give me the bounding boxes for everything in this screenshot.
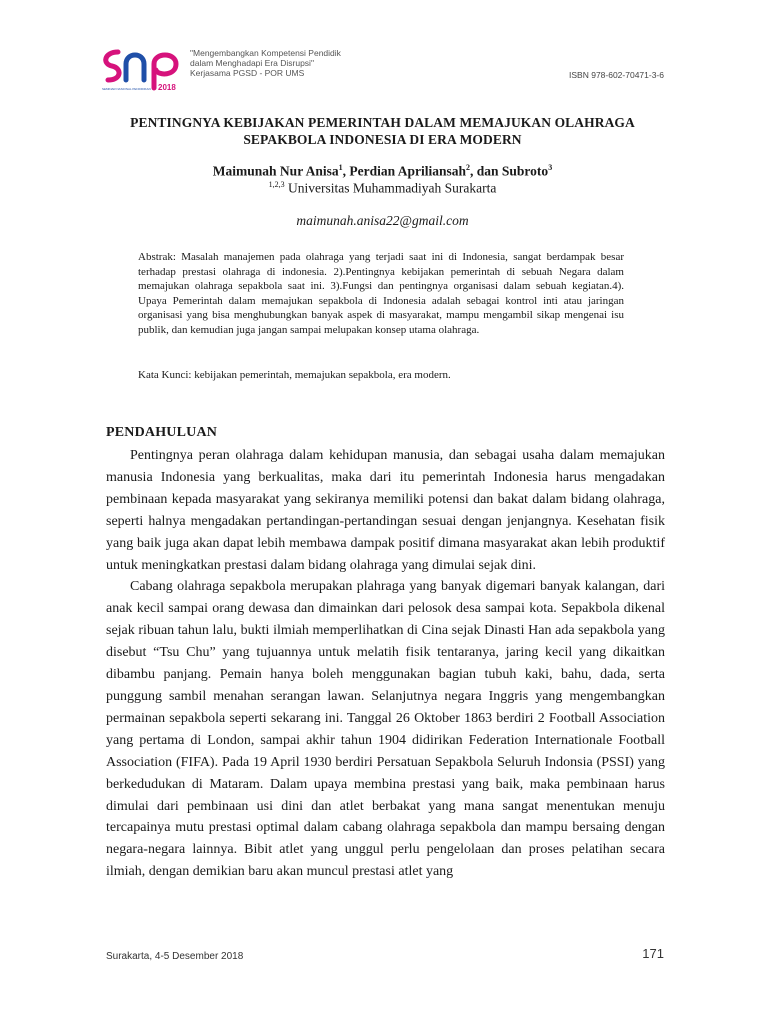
footer-location-date: Surakarta, 4-5 Desember 2018	[106, 951, 244, 962]
title-line: SEPAKBOLA INDONESIA DI ERA MODERN	[243, 132, 522, 147]
affiliation-sup: 1,2,3	[268, 180, 285, 189]
author-sup: 1	[338, 163, 343, 172]
author-sup: 2	[466, 163, 470, 172]
author-separator: ,	[342, 163, 350, 179]
affiliation-name: Universitas Muhammadiyah Surakarta	[284, 180, 497, 196]
introduction-body	[106, 445, 665, 883]
tagline-line: Kerjasama PGSD - POR UMS	[190, 68, 305, 78]
affiliation	[100, 180, 665, 197]
title-line: PENTINGNYA KEBIJAKAN PEMERINTAH DALAM MEMAJUKAN OLAHRAGA	[130, 115, 635, 130]
tagline-line: dalam Menghadapi Era Disrupsi"	[190, 58, 314, 68]
author-name: Maimunah Nur Anisa	[212, 163, 339, 179]
isbn: ISBN 978-602-70471-3-6	[569, 70, 664, 80]
page-number: 171	[642, 946, 664, 961]
author-sup: 3	[548, 163, 553, 172]
author-name: Perdian Apriliansah	[349, 163, 466, 179]
tagline-line: "Mengembangkan Kompetensi Pendidik	[190, 48, 341, 58]
author-name: Subroto	[501, 163, 549, 179]
section-heading: PENDAHULUAN	[106, 425, 218, 440]
abstract: Abstrak: Masalah manajemen pada olahraga yang terjadi saat ini di Indonesia, sangat berdampak besar terhadap prestasi olahraga di indonesia. 2).Pentingnya kebijakan pemerintah di sebuah Negara dalam memajukan olahraga sepakbola saat ini. 3).Fungsi dan pentingnya organisasi dalam sebuah kegiatan.4). Upaya Pemerintah dalam memajukan sepakbola di Indonesia adalah sebagai kontrol inti atau jaringan organisasi yang bisa menghubungkan banyak aspek di masyarakat, mampu mengambil sikap mengenai isu publik, dan kemudian juga jangan sampai melupakan konsep utama olahraga.	[138, 251, 624, 336]
paragraph: Cabang olahraga sepakbola merupakan plahraga yang banyak digemari banyak kalangan, dari anak kecil sampai orang dewasa dan dimainkan dari pelosok desa sampai kota. Sepakbola dikenal sejak ribuan tahun lalu, bukti ilmiah memperlihatkan di Cina sejak Dinasti Han ada sepakbola yang disebut “Tsu Chu” yang tujuannya untuk melatih fisik tentaranya, jaring kecil yang dikaitkan dibambu panjang. Pemain hanya boleh menggunakan bagian tubuh kaki, bahu, dada, serta punggung sambil menahan serangan lawan. Selanjutnya negara Inggris yang mengembangkan permainan sepakbola seperti sekarang ini. Tanggal 26 Oktober 1863 berdiri 2 Football Association yang pertama di London, sampai akhir tahun 1904 didirikan Federation Internationale Football Association (FIFA). Pada 19 April 1930 berdiri Persatuan Sepakbola Seluruh Indonsia (PSSI) yang berkedudukan di Mataram. Dalam upaya membina prestasi yang baik, maka pembinaan harus dimulai dari pembinaan usi dini dan atlet berbakat yang mana sangat menentukan menuju tercapainya mutu prestasi optimal dalam cabang olahraga sepakbola dan mampu bersaing dengan negara-negara lainnya. Bibit atlet yang unggul perlu pengelolaan dan proses pelatihan secara ilmiah, dengan demikian baru akan muncul prestasi atlet yang	[106, 579, 665, 880]
keywords: Kata Kunci: kebijakan pemerintah, memajukan sepakbola, era modern.	[138, 369, 451, 381]
paper-title	[100, 114, 665, 148]
logo-year: 2018	[158, 83, 176, 92]
author-list	[100, 163, 665, 180]
paragraph: Pentingnya peran olahraga dalam kehidupan manusia, dan sebagai usaha dalam memajukan manusia Indonesia yang berkualitas, maka dari itu pemerintah Indonesia harus mengadakan pembinaan kepada masyarakat yang sekiranya memiliki potensi dan bakat dalam bidang olahraga, seperti halnya mengadakan pertandingan-pertandingan sesuai dengan jenjangnya. Kesehatan fisik yang baik juga akan dapat lebih membawa dampak positif dimana masyarakat akan lebih produktif untuk meningkatkan prestasi dalam bidang olahraga yang dimulai sejak dini.	[106, 448, 665, 573]
page-header	[100, 44, 680, 92]
logo-caption: SEMINAR NASIONAL PENDIDIKAN	[102, 87, 151, 91]
snp-2018-logo	[100, 44, 186, 92]
author-email: maimunah.anisa22@gmail.com	[296, 213, 469, 228]
author-separator: , dan	[470, 163, 502, 179]
seminar-tagline	[190, 48, 430, 78]
